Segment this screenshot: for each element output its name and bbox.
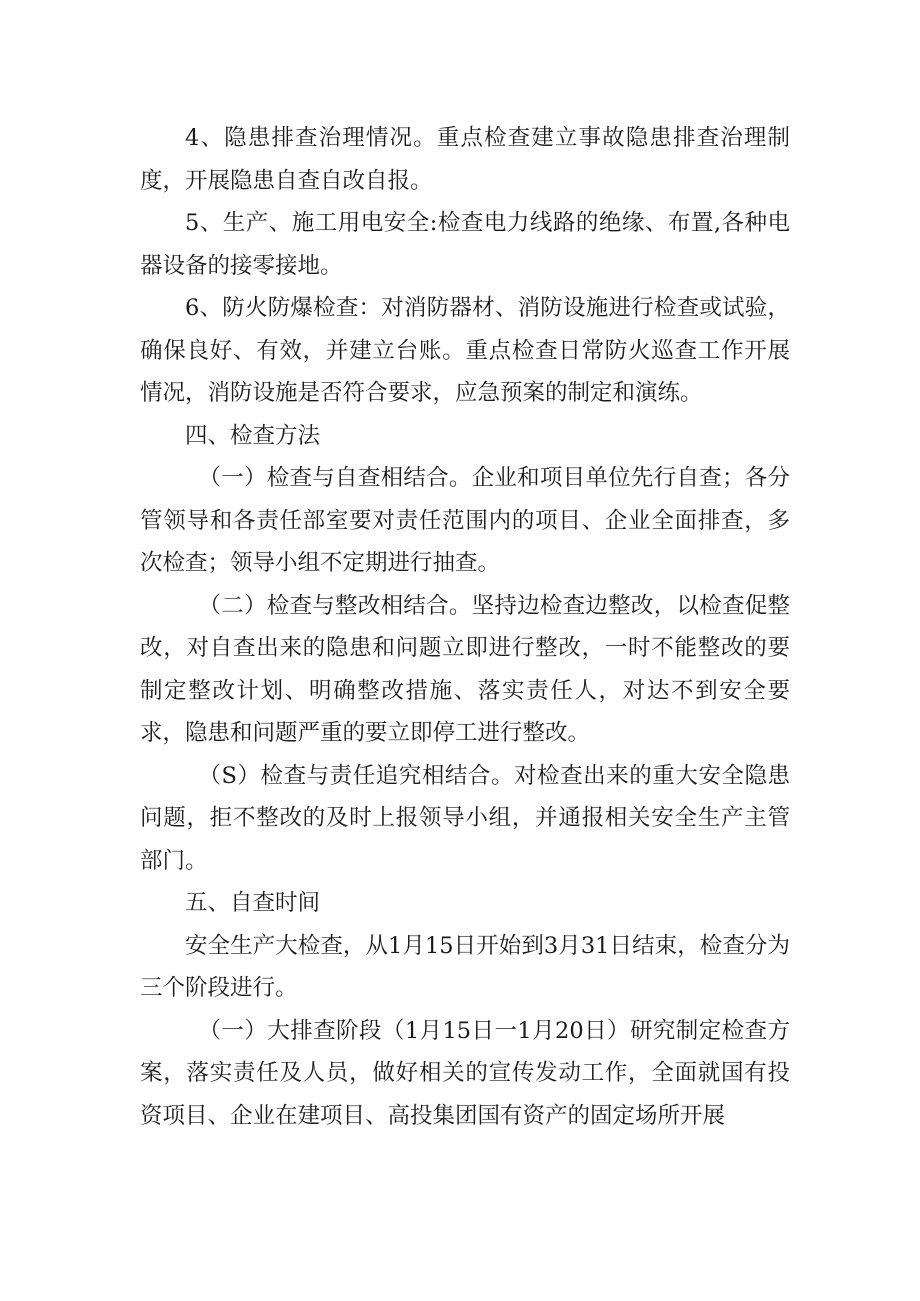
section-heading-inspection-methods: 四、检查方法 [185,422,321,449]
paragraph-method-self-check: （一）检查与自查相结合。企业和项目单位先行自查；各分管领导和各责任部室要对责任范围内的项目、企业全面排查，多次检查；领导小组不定期进行抽查。 [140,465,790,576]
paragraph-phase-one: （一）大排查阶段（1月15日一1月20日）研究制定检查方案，落实责任及人员，做好相关的宣传发动工作，全面就国有投资项目、企业在建项目、高投集团国有资产的固定场所开展 [140,1017,790,1129]
paragraph-fire-explosion-check: 6、防火防爆检查：对消防器材、消防设施进行检查或试验，确保良好、有效，并建立台账。重点检查日常防火巡查工作开展情况，消防设施是否符合要求，应急预案的制定和演练。 [140,295,790,406]
paragraph-method-rectification: （二）检查与整改相结合。坚持边检查边整改，以检查促整改，对自查出来的隐患和问题立即进行整改，一时不能整改的要制定整改计划、明确整改措施、落实责任人，对达不到安全要求，隐患和问题严重的要立即停工进行整改。 [140,592,790,746]
section-heading-self-check-time: 五、自查时间 [185,890,321,916]
paragraph-hazard-investigation: 4、隐患排查治理情况。重点检查建立事故隐患排查治理制度，开展隐患自查自改自报。 [140,125,790,194]
paragraph-method-accountability: （S）检查与责任追究相结合。对检查出来的重大安全隐患问题，拒不整改的及时上报领导小组，并通报相关安全生产主管部门。 [140,762,790,874]
document-body [140,117,790,1137]
paragraph-electrical-safety: 5、生产、施工用电安全:检查电力线路的绝缘、布置,各种电器设备的接零接地。 [140,210,790,279]
paragraph-schedule: 安全生产大检查，从1月15日开始到3月31日结束，检查分为三个阶段进行。 [140,932,790,1001]
